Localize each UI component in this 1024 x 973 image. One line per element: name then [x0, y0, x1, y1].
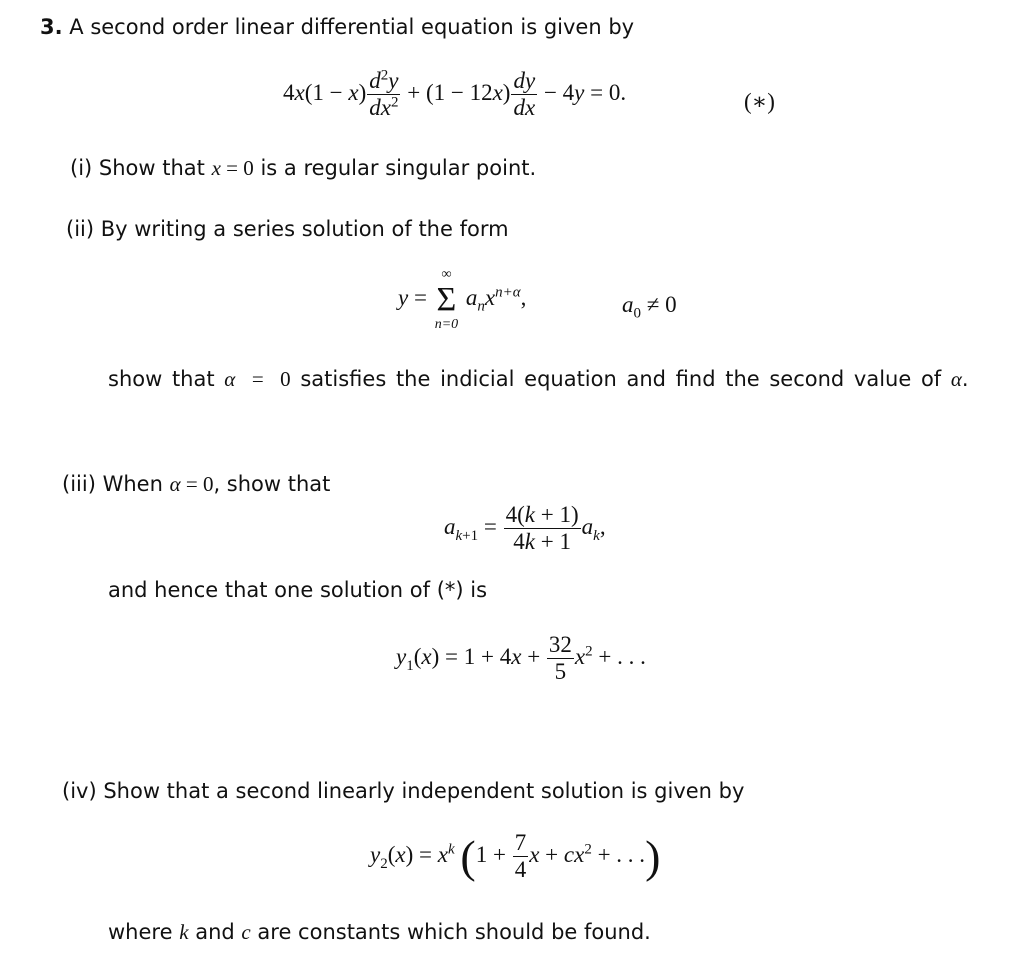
equation-label: (∗) [744, 89, 775, 114]
part-ii-text: By writing a series solution of the form [100, 217, 509, 241]
part-ii-text2: show that [108, 367, 215, 391]
y2-equation: $y_2(x) = x^k$ (1 + $\frac{7}{4}$ $x + cx^2$ + . . .) [370, 830, 661, 883]
part-iii-text: When [102, 472, 163, 496]
part-ii-line2: show that α = 0 satisfies the indicial equation and find the second value of α. [108, 367, 969, 391]
y1-equation: $y_1(x) = 1 + 4x$ + $\frac{32}{5}$ $x^2$ + . . . [396, 632, 646, 685]
part-iii-line2 [108, 580, 487, 601]
part-iii-label: (iii) [62, 472, 96, 496]
part-i-text: Show that [98, 156, 205, 180]
part-iv-text2-mid: and [195, 920, 235, 944]
part-iii [62, 474, 330, 495]
c-symbol: c [241, 920, 251, 944]
sum-symbol: ∞ Σ n=0 [434, 267, 459, 332]
part-ii-label: (ii) [66, 217, 95, 241]
part-ii-text2-mid: satisfies the indicial equation and find the second value of [300, 367, 942, 391]
part-iii-math: α = 0 [169, 472, 214, 496]
question-intro: A second order linear differential equation is given by [69, 15, 635, 39]
a0-condition: $a_0 \ne 0$ [622, 292, 677, 322]
part-iv [62, 781, 744, 802]
part-i [70, 158, 536, 179]
part-i-math: x = 0 [211, 156, 254, 180]
question-number: 3. [40, 15, 63, 39]
part-ii [66, 219, 509, 240]
k-symbol: k [179, 920, 189, 944]
part-iv-text2: where [108, 920, 173, 944]
part-iii-text2: and hence that one solution of (*) is [108, 578, 488, 602]
part-iii-text-after: , show that [213, 472, 331, 496]
recurrence-equation: $a_{k+1}$ = $\frac{4(k + 1)}{4k + 1}$ $a_k$, [444, 502, 606, 555]
part-iv-text2-end: are constants which should be found. [257, 920, 651, 944]
part-iv-label: (iv) [62, 779, 97, 803]
alpha-zero-math: α = 0 [224, 367, 291, 391]
part-iv-line2 [108, 922, 651, 943]
alpha-symbol: α [950, 367, 962, 391]
series-equation: y = ∞ Σ n=0 $a_nx^{n+\alpha}$, [398, 267, 527, 332]
part-iv-text: Show that a second linearly independent solution is given by [103, 779, 745, 803]
part-i-label: (i) [70, 156, 93, 180]
part-i-text-after: is a regular singular point. [260, 156, 537, 180]
question-header [40, 17, 634, 38]
main-equation: 4x(1 − x) $\frac{d^2y}{dx^2}$ + (1 − 12x) $\frac{dy}{dx}$ − 4y = 0. [283, 67, 627, 121]
